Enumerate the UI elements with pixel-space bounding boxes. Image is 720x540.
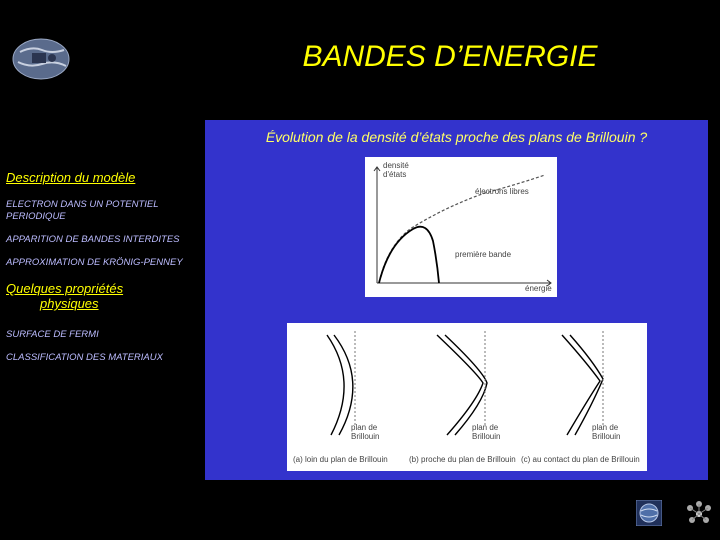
sidebar-item-bandes-interdites[interactable]: APPARITION DE BANDES INTERDITES xyxy=(6,234,180,245)
content-panel xyxy=(205,120,708,480)
caption-a: (a) loin du plan de Brillouin xyxy=(293,455,388,464)
globe-logo-icon xyxy=(12,38,70,80)
nav-globe-icon[interactable] xyxy=(636,500,662,526)
brillouin-plane-figure xyxy=(287,323,647,471)
free-electron-label: électrons libres xyxy=(475,187,529,196)
fermi-surface-c xyxy=(562,335,600,435)
sidebar-item-classification[interactable]: CLASSIFICATION DES MATERIAUX xyxy=(6,352,163,363)
sidebar-item-surface-fermi[interactable]: SURFACE DE FERMI xyxy=(6,329,99,340)
plane-label-b-2: Brillouin xyxy=(472,432,501,441)
sidebar-heading-description[interactable]: Description du modèle xyxy=(6,170,136,185)
plane-label-b-1: plan de xyxy=(472,423,499,432)
ylabel-line2: d'états xyxy=(383,170,407,179)
caption-b: (b) proche du plan de Brillouin xyxy=(409,455,516,464)
sidebar-item-potentiel[interactable]: ELECTRON DANS UN POTENTIEL PERIODIQUE xyxy=(6,199,159,222)
nav-atom-icon[interactable] xyxy=(684,500,714,526)
first-band-label: première bande xyxy=(455,250,512,259)
brillouin-plane-diagram xyxy=(287,323,647,471)
sidebar-heading-proprietes-cont[interactable]: physiques xyxy=(40,296,99,311)
slide-title: BANDES D’ENERGIE xyxy=(302,40,598,73)
caption-c: (c) au contact du plan de Brillouin xyxy=(521,455,640,464)
xlabel: énergie xyxy=(525,284,552,293)
plane-label-c-2: Brillouin xyxy=(592,432,621,441)
density-of-states-figure xyxy=(365,157,557,297)
sidebar-item-kronig-penney[interactable]: APPROXIMATION DE KRÖNIG-PENNEY xyxy=(6,257,183,268)
first-band-curve xyxy=(379,227,439,283)
panel-question: Évolution de la densité d’états proche des plans de Brillouin ? xyxy=(265,129,648,145)
plane-label-a-2: Brillouin xyxy=(351,432,380,441)
sidebar xyxy=(6,170,206,364)
plane-label-c-1: plan de xyxy=(592,423,619,432)
fermi-surface-a xyxy=(327,335,344,435)
ylabel-line1: densité xyxy=(383,161,409,170)
plane-label-a-1: plan de xyxy=(351,423,378,432)
sidebar-heading-proprietes[interactable]: Quelques propriétés xyxy=(6,281,124,296)
